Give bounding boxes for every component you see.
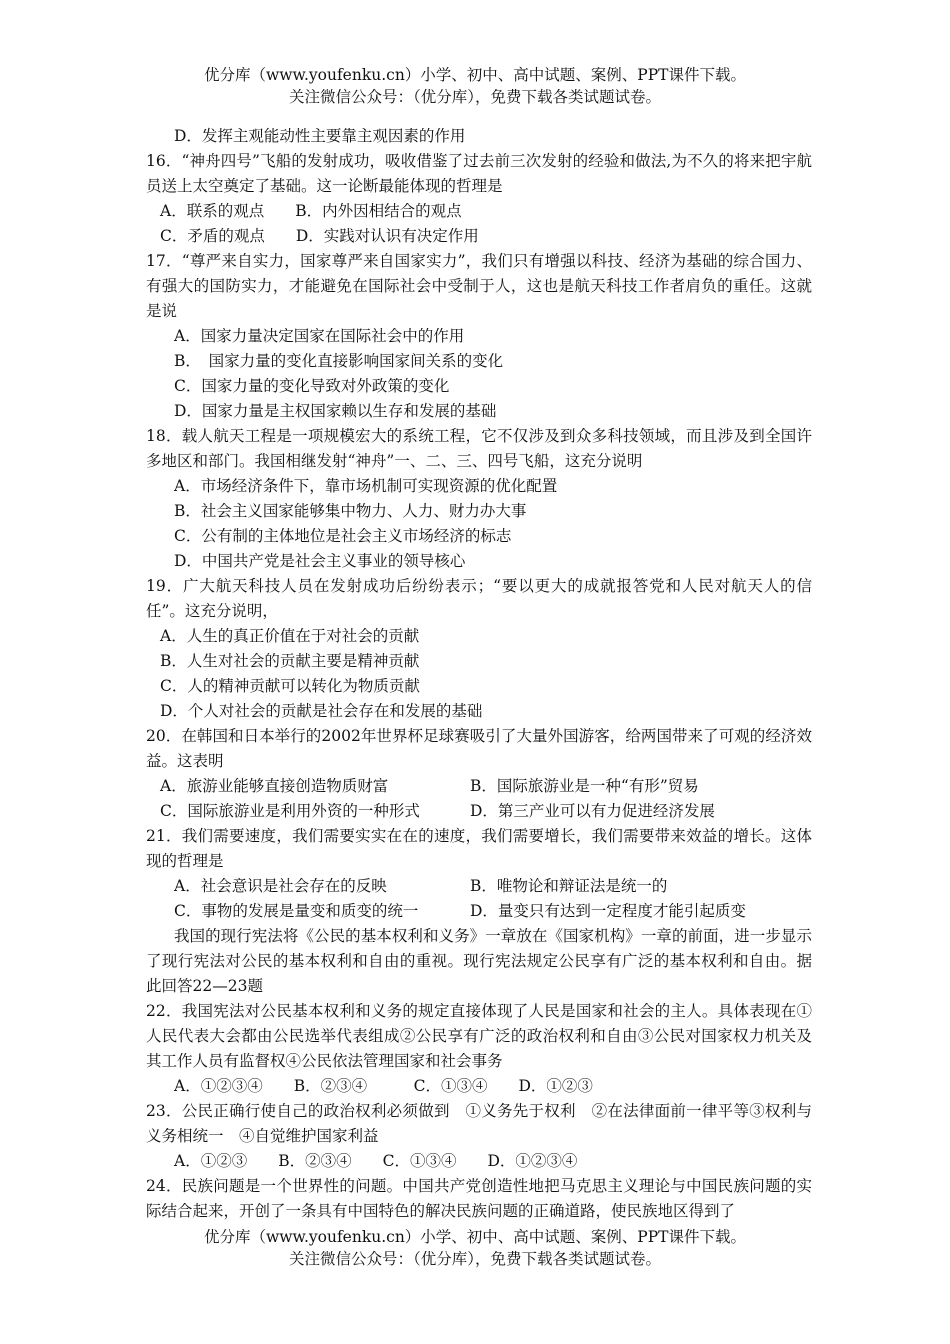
q18-option-a: A．市场经济条件下，靠市场机制可实现资源的优化配置 [174, 477, 558, 495]
q21-option-c: C．事物的发展是量变和质变的统一 [174, 902, 419, 920]
q19-stem: 19．广大航天科技人员在发射成功后纷纷表示；“要以更大的成就报答党和人民对航天人的信任”。这充分说明， [146, 577, 812, 620]
q21-option-b: B．唯物论和辩证法是统一的 [470, 877, 668, 895]
q16-stem: 16．“神舟四号”飞船的发射成功，吸收借鉴了过去前三次发射的经验和做法,为不久的将来把宇航员送上太空奠定了基础。这一论断最能体现的哲理是 [146, 152, 812, 195]
q17-stem: 17．“尊严来自实力，国家尊严来自国家实力”，我们只有增强以科技、经济为基础的综合国力、有强大的国防实力，才能避免在国际社会中受制于人，这也是航天科技工作者肩负的重任。这就是说 [146, 252, 812, 320]
footer-line-2: 关注微信公众号：（优分库），免费下载各类试题试卷。 [288, 1250, 661, 1268]
q19-option-b: B．人生对社会的贡献主要是精神贡献 [160, 652, 420, 670]
q21-options-row-1 [146, 874, 812, 899]
q17-option-c: C．国家力量的变化导致对外政策的变化 [174, 377, 450, 395]
q18-option-d: D．中国共产党是社会主义事业的领导核心 [174, 552, 466, 570]
q23-options: A．①②③ B．②③④ C．①③④ D．①②③④ [174, 1152, 578, 1170]
q20-option-a: A．旅游业能够直接创造物质财富 [160, 777, 389, 795]
q20-options-row-2 [146, 799, 812, 824]
material-passage: 我国的现行宪法将《公民的基本权利和义务》一章放在《国家机构》一章的前面，进一步显示了现行宪法对公民的基本权利和自由的重视。现行宪法规定公民享有广泛的基本权利和自由。据此回答22—23题 [146, 927, 812, 995]
q19-option-a: A．人生的真正价值在于对社会的贡献 [160, 627, 420, 645]
q15-option-d: D．发挥主观能动性主要靠主观因素的作用 [174, 127, 466, 145]
q24-stem: 24．民族问题是一个世界性的问题。中国共产党创造性地把马克思主义理论与中国民族问题的实际结合起来，开创了一条具有中国特色的解决民族问题的正确道路，使民族地区得到了 [146, 1177, 812, 1220]
q21-option-d: D．量变只有达到一定程度才能引起质变 [470, 902, 746, 920]
q20-option-d: D．第三产业可以有力促进经济发展 [470, 802, 715, 820]
q18-stem: 18．载人航天工程是一项规模宏大的系统工程，它不仅涉及到众多科技领域，而且涉及到全国许多地区和部门。我国相继发射“神舟”一、二、三、四号飞船，这充分说明 [146, 427, 812, 470]
q20-options-row-1 [146, 774, 812, 799]
q22-options: A．①②③④ B．②③④ C．①③④ D．①②③ [174, 1077, 593, 1095]
q19-option-c: C．人的精神贡献可以转化为物质贡献 [160, 677, 420, 695]
q17-option-b: B． 国家力量的变化直接影响国家间关系的变化 [174, 352, 504, 370]
q16-options-ab: A．联系的观点 B．内外因相结合的观点 [160, 202, 462, 220]
footer-line-1: 优分库（www.youfenku.cn）小学、初中、高中试题、案例、PPT课件下载。 [203, 1228, 747, 1246]
header-line-1: 优分库（www.youfenku.cn）小学、初中、高中试题、案例、PPT课件下载。 [203, 66, 747, 84]
q21-option-a: A．社会意识是社会存在的反映 [174, 877, 387, 895]
q21-options-row-2 [146, 899, 812, 924]
document-body [146, 124, 812, 1224]
q18-option-b: B．社会主义国家能够集中物力、人力、财力办大事 [174, 502, 527, 520]
q20-option-b: B．国际旅游业是一种“有形”贸易 [470, 777, 699, 795]
q19-option-d: D．个人对社会的贡献是社会存在和发展的基础 [160, 702, 483, 720]
page-header [0, 64, 950, 108]
q23-stem: 23．公民正确行使自己的政治权利必须做到 ①义务先于权利 ②在法律面前一律平等③权利与义务相统一 ④自觉维护国家利益 [146, 1102, 812, 1145]
header-line-2: 关注微信公众号：（优分库），免费下载各类试题试卷。 [288, 88, 661, 106]
q16-options-cd: C．矛盾的观点 D．实践对认识有决定作用 [160, 227, 479, 245]
q21-stem: 21．我们需要速度，我们需要实实在在的速度，我们需要增长，我们需要带来效益的增长。这体现的哲理是 [146, 827, 812, 870]
q20-stem: 20．在韩国和日本举行的2002年世界杯足球赛吸引了大量外国游客，给两国带来了可观的经济效益。这表明 [146, 727, 812, 770]
q17-option-d: D．国家力量是主权国家赖以生存和发展的基础 [174, 402, 497, 420]
q20-option-c: C．国际旅游业是利用外资的一种形式 [160, 802, 420, 820]
q18-option-c: C．公有制的主体地位是社会主义市场经济的标志 [174, 527, 512, 545]
q17-option-a: A．国家力量决定国家在国际社会中的作用 [174, 327, 465, 345]
q22-stem: 22．我国宪法对公民基本权利和义务的规定直接体现了人民是国家和社会的主人。具体表现在①人民代表大会都由公民选举代表组成②公民享有广泛的政治权利和自由③公民对国家权力机关及其工作人员有监督权④公民依法管理国家和社会事务 [146, 1002, 812, 1070]
page-footer [0, 1226, 950, 1270]
